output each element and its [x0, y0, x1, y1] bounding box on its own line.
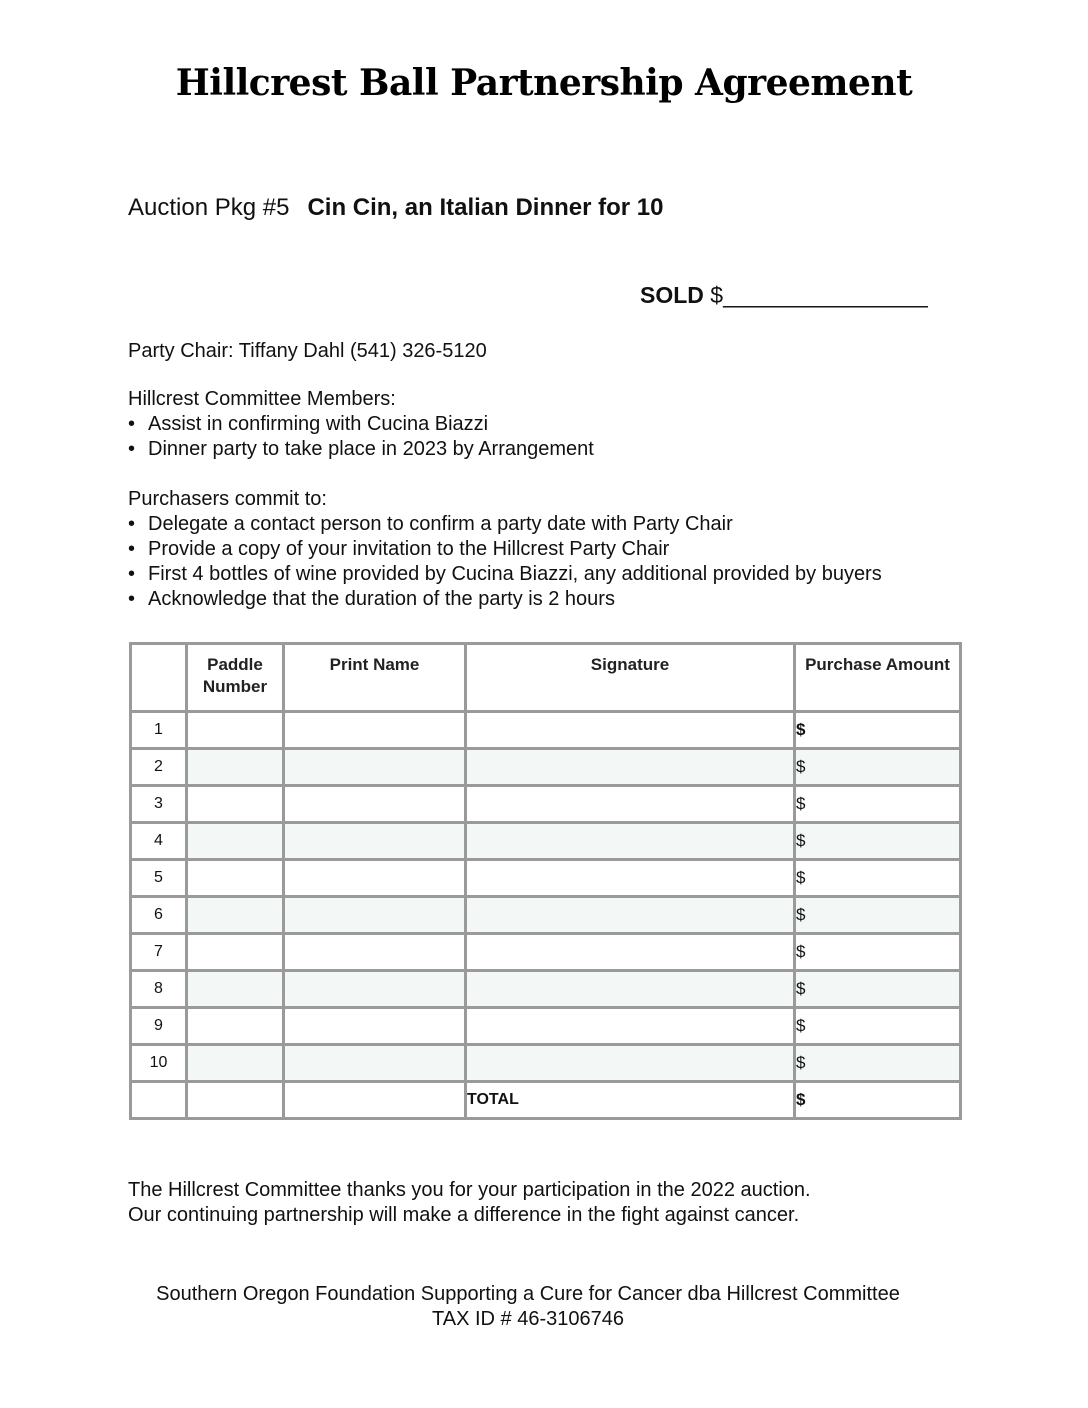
print-name-cell[interactable] [284, 1008, 466, 1045]
print-name-cell[interactable] [284, 749, 466, 786]
package-label: Auction Pkg #5 [128, 194, 290, 221]
print-name-cell[interactable] [284, 712, 466, 749]
organization-name: Southern Oregon Foundation Supporting a Cure for Cancer dba Hillcrest Committee [156, 1283, 900, 1305]
purchase-amount-cell[interactable]: $ [795, 897, 961, 934]
list-item: • First 4 bottles of wine provided by Cucina Biazzi, any additional provided by buyers [128, 562, 882, 587]
print-name-cell[interactable] [284, 823, 466, 860]
package-name: Cin Cin, an Italian Dinner for 10 [307, 194, 664, 221]
signature-cell[interactable] [466, 786, 795, 823]
print-name-cell[interactable] [284, 934, 466, 971]
signature-cell[interactable] [466, 1008, 795, 1045]
purchase-amount-cell[interactable]: $ [795, 971, 961, 1008]
table-row [131, 971, 961, 1008]
print-name-cell[interactable] [284, 971, 466, 1008]
row-number: 1 [131, 712, 187, 749]
list-item: • Acknowledge that the duration of the party is 2 hours [128, 587, 882, 612]
empty-cell [187, 1082, 284, 1119]
signature-cell[interactable] [466, 971, 795, 1008]
purchasers-heading: Purchasers commit to: [128, 488, 327, 510]
paddle-number-cell[interactable] [187, 786, 284, 823]
header-purchase-amount: Purchase Amount [795, 644, 961, 712]
paddle-number-cell[interactable] [187, 971, 284, 1008]
paddle-number-cell[interactable] [187, 897, 284, 934]
auction-package [128, 194, 664, 222]
sold-label: SOLD [640, 282, 704, 308]
header-print-name: Print Name [284, 644, 466, 712]
row-number: 9 [131, 1008, 187, 1045]
sold-line [640, 282, 928, 309]
table-header-row [131, 644, 961, 712]
row-number: 8 [131, 971, 187, 1008]
list-item: • Assist in confirming with Cucina Biazzi [128, 412, 594, 437]
purchasers-list [128, 512, 882, 612]
paddle-number-cell[interactable] [187, 712, 284, 749]
table-row [131, 934, 961, 971]
print-name-cell[interactable] [284, 860, 466, 897]
signature-cell[interactable] [466, 1045, 795, 1082]
paddle-number-cell[interactable] [187, 1045, 284, 1082]
signature-cell[interactable] [466, 712, 795, 749]
empty-cell [131, 1082, 187, 1119]
committee-list [128, 412, 594, 462]
list-item: • Provide a copy of your invitation to the Hillcrest Party Chair [128, 537, 882, 562]
purchase-amount-cell[interactable]: $ [795, 823, 961, 860]
header-paddle-number: Paddle Number [187, 644, 284, 712]
purchase-amount-cell[interactable]: $ [795, 786, 961, 823]
row-number: 4 [131, 823, 187, 860]
total-amount-cell[interactable]: $ [795, 1082, 961, 1119]
header-signature: Signature [466, 644, 795, 712]
purchase-amount-cell[interactable]: $ [795, 860, 961, 897]
table-row [131, 823, 961, 860]
table-row [131, 1008, 961, 1045]
print-name-cell[interactable] [284, 897, 466, 934]
purchase-amount-cell[interactable]: $ [795, 934, 961, 971]
list-item: • Dinner party to take place in 2023 by Arrangement [128, 437, 594, 462]
row-number: 7 [131, 934, 187, 971]
list-item: • Delegate a contact person to confirm a party date with Party Chair [128, 512, 882, 537]
party-chair: Party Chair: Tiffany Dahl (541) 326-5120 [128, 340, 487, 362]
footer [0, 1282, 1056, 1332]
thanks-line: Our continuing partnership will make a difference in the fight against cancer. [128, 1204, 800, 1226]
print-name-cell[interactable] [284, 1045, 466, 1082]
row-number: 5 [131, 860, 187, 897]
table-row [131, 712, 961, 749]
purchase-amount-cell[interactable]: $ [795, 712, 961, 749]
paddle-number-cell[interactable] [187, 1008, 284, 1045]
signature-cell[interactable] [466, 823, 795, 860]
committee-heading: Hillcrest Committee Members: [128, 388, 396, 410]
signature-cell[interactable] [466, 897, 795, 934]
paddle-number-cell[interactable] [187, 934, 284, 971]
row-number: 3 [131, 786, 187, 823]
header-row-number [131, 644, 187, 712]
table-row [131, 897, 961, 934]
thanks-message [128, 1178, 811, 1228]
paddle-number-cell[interactable] [187, 860, 284, 897]
page-title: Hillcrest Ball Partnership Agreement [175, 62, 913, 104]
purchase-table [129, 642, 962, 1120]
row-number: 10 [131, 1045, 187, 1082]
committee-section [128, 387, 594, 462]
purchase-amount-cell[interactable]: $ [795, 1008, 961, 1045]
total-label: TOTAL [466, 1082, 795, 1119]
signature-cell[interactable] [466, 860, 795, 897]
table-row [131, 786, 961, 823]
empty-cell [284, 1082, 466, 1119]
thanks-line: The Hillcrest Committee thanks you for your participation in the 2022 auction. [128, 1179, 811, 1201]
purchasers-section [128, 487, 882, 612]
total-row [131, 1082, 961, 1119]
paddle-number-cell[interactable] [187, 749, 284, 786]
row-number: 2 [131, 749, 187, 786]
purchase-amount-cell[interactable]: $ [795, 749, 961, 786]
paddle-number-cell[interactable] [187, 823, 284, 860]
table-row [131, 749, 961, 786]
table-row [131, 1045, 961, 1082]
table-row [131, 860, 961, 897]
row-number: 6 [131, 897, 187, 934]
signature-cell[interactable] [466, 934, 795, 971]
tax-id: TAX ID # 46-3106746 [432, 1308, 624, 1330]
purchase-amount-cell[interactable]: $ [795, 1045, 961, 1082]
sold-amount-blank: $________________ [710, 282, 928, 308]
signature-cell[interactable] [466, 749, 795, 786]
print-name-cell[interactable] [284, 786, 466, 823]
